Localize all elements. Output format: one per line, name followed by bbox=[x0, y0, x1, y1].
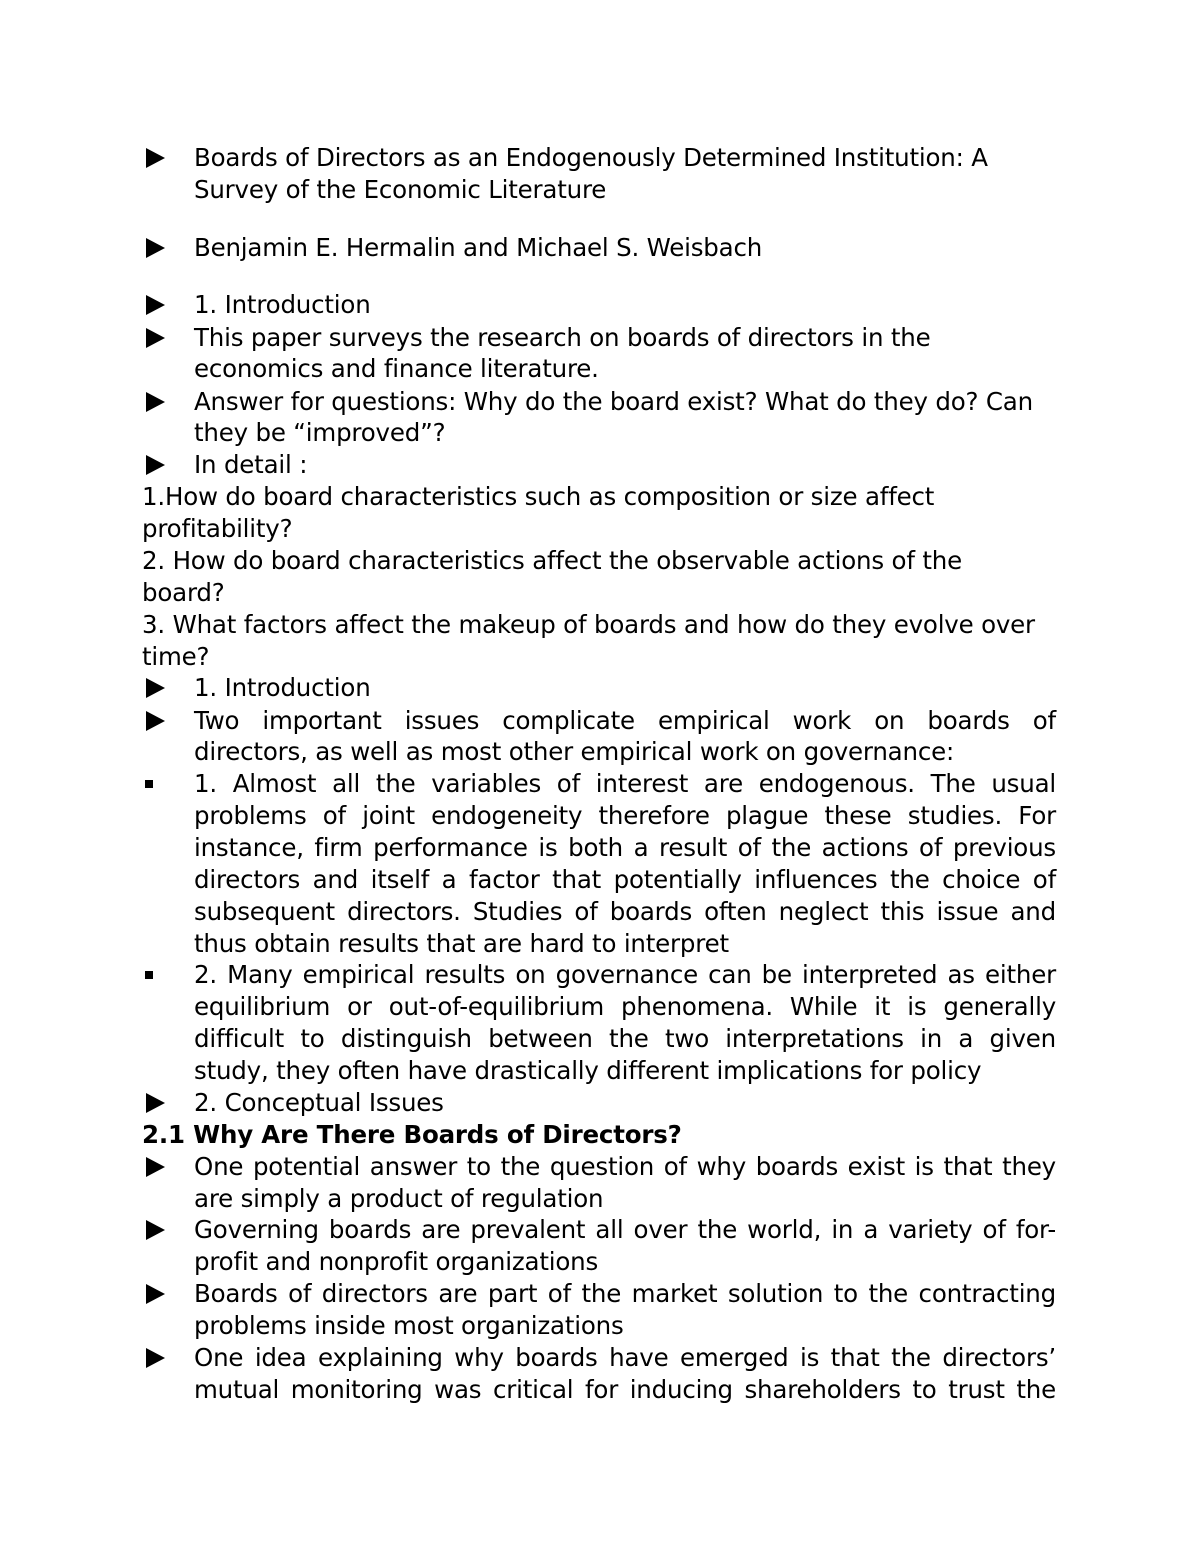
question-line: 1.How do board characteristics such as composition or size affect bbox=[142, 482, 935, 511]
arrow-bullet-icon bbox=[146, 455, 165, 475]
sub-bullet-text-line: subsequent directors. Studies of boards often neglect this issue and bbox=[194, 897, 1056, 926]
authors-line: Benjamin E. Hermalin and Michael S. Weisbach bbox=[194, 233, 763, 262]
sub-bullet-text-line: problems of joint endogeneity therefore plague these studies. For bbox=[194, 801, 1056, 830]
arrow-bullet-icon bbox=[146, 295, 165, 315]
arrow-bullet-icon bbox=[146, 1220, 165, 1240]
bullet-text-line: directors, as well as most other empirical work on governance: bbox=[194, 737, 955, 766]
section-heading-introduction: 1. Introduction bbox=[194, 290, 371, 319]
arrow-bullet-icon bbox=[146, 328, 165, 348]
bullet-text-line: are simply a product of regulation bbox=[194, 1184, 604, 1213]
bullet-text-line: One potential answer to the question of why boards exist is that they bbox=[194, 1152, 1056, 1181]
arrow-bullet-icon bbox=[146, 711, 165, 731]
arrow-bullet-icon bbox=[146, 148, 165, 168]
bullet-text-line: Answer for questions: Why do the board exist? What do they do? Can bbox=[194, 387, 1033, 416]
arrow-bullet-icon bbox=[146, 1348, 165, 1368]
arrow-bullet-icon bbox=[146, 238, 165, 258]
question-line: 3. What factors affect the makeup of boards and how do they evolve over bbox=[142, 610, 1035, 639]
sub-bullet-text-line: thus obtain results that are hard to interpret bbox=[194, 929, 729, 958]
bullet-text-line: economics and finance literature. bbox=[194, 354, 599, 383]
sub-bullet-text-line: instance, firm performance is both a result of the actions of previous bbox=[194, 833, 1056, 862]
bullet-text-line: mutual monitoring was critical for inducing shareholders to trust the bbox=[194, 1375, 1056, 1404]
bullet-text-line: This paper surveys the research on boards of directors in the bbox=[194, 323, 931, 352]
bullet-text-line: Governing boards are prevalent all over the world, in a variety of for- bbox=[194, 1215, 1056, 1244]
bullet-text-line: Two important issues complicate empirical work on boards of bbox=[194, 706, 1056, 735]
sub-bullet-text-line: difficult to distinguish between the two interpretations in a given bbox=[194, 1024, 1056, 1053]
sub-bullet-text-line: study, they often have drastically different implications for policy bbox=[194, 1056, 982, 1085]
arrow-bullet-icon bbox=[146, 1093, 165, 1113]
question-line: time? bbox=[142, 642, 210, 671]
bullet-text-line: In detail : bbox=[194, 450, 308, 479]
sub-bullet-text-line: 1. Almost all the variables of interest are endogenous. The usual bbox=[194, 769, 1056, 798]
bullet-text-line: they be “improved”? bbox=[194, 418, 446, 447]
square-bullet-icon bbox=[145, 971, 153, 979]
arrow-bullet-icon bbox=[146, 1284, 165, 1304]
arrow-bullet-icon bbox=[146, 678, 165, 698]
sub-bullet-text-line: directors and itself a factor that potentially influences the choice of bbox=[194, 865, 1056, 894]
section-heading-conceptual-issues: 2. Conceptual Issues bbox=[194, 1088, 444, 1117]
arrow-bullet-icon bbox=[146, 392, 165, 412]
square-bullet-icon bbox=[145, 780, 153, 788]
title-line-1: Boards of Directors as an Endogenously Determined Institution: A bbox=[194, 143, 988, 172]
bullet-text-line: profit and nonprofit organizations bbox=[194, 1247, 599, 1276]
arrow-bullet-icon bbox=[146, 1157, 165, 1177]
sub-bullet-text-line: 2. Many empirical results on governance can be interpreted as either bbox=[194, 960, 1056, 989]
question-line: 2. How do board characteristics affect the observable actions of the bbox=[142, 546, 962, 575]
section-heading-introduction: 1. Introduction bbox=[194, 673, 371, 702]
bullet-text-line: Boards of directors are part of the market solution to the contracting bbox=[194, 1279, 1056, 1308]
bullet-text-line: One idea explaining why boards have emerged is that the directors’ bbox=[194, 1343, 1056, 1372]
subsection-heading: 2.1 Why Are There Boards of Directors? bbox=[142, 1120, 682, 1149]
bullet-text-line: problems inside most organizations bbox=[194, 1311, 624, 1340]
sub-bullet-text-line: equilibrium or out-of-equilibrium phenomena. While it is generally bbox=[194, 992, 1056, 1021]
question-line: profitability? bbox=[142, 514, 293, 543]
title-line-2: Survey of the Economic Literature bbox=[194, 175, 607, 204]
question-line: board? bbox=[142, 578, 225, 607]
